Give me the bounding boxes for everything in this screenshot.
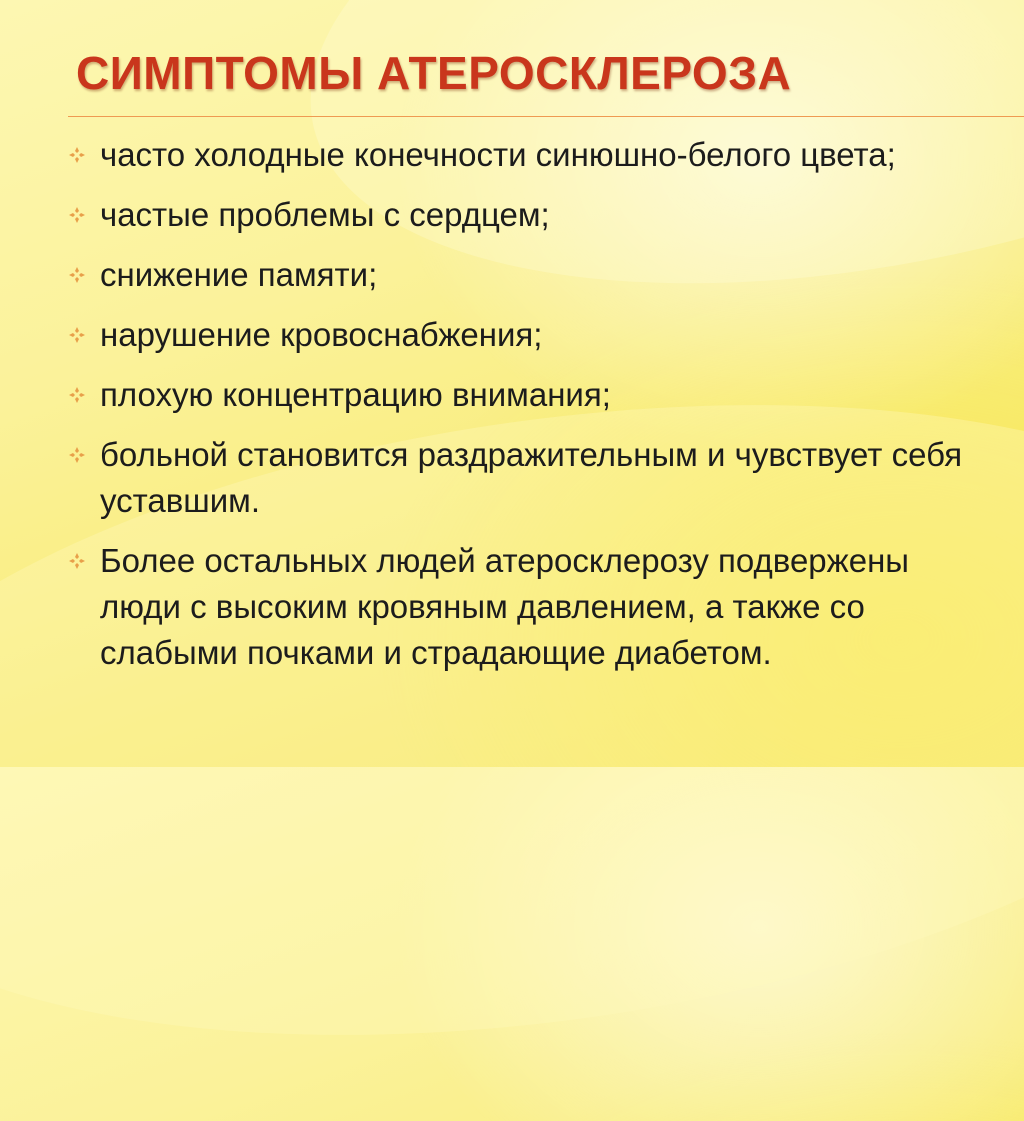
symptom-list <box>70 132 990 690</box>
list-item-text: нарушение кровоснабжения; <box>100 316 543 353</box>
list-item <box>70 312 990 358</box>
list-item <box>70 132 990 178</box>
diamond-flower-bullet-icon <box>68 446 86 464</box>
list-item <box>70 192 990 238</box>
diamond-flower-bullet-icon <box>68 552 86 570</box>
list-item-text: Более остальных людей атеросклерозу подвержены люди с высоким кровяным давлением, а также со слабыми почками и страдающие диабетом. <box>100 542 910 671</box>
slide-title: СИМПТОМЫ АТЕРОСКЛЕРОЗА <box>76 47 792 99</box>
list-item-text: плохую концентрацию внимания; <box>100 376 611 413</box>
list-item <box>70 372 990 418</box>
list-item <box>70 252 990 298</box>
diamond-flower-bullet-icon <box>68 146 86 164</box>
list-item-text: часто холодные конечности синюшно-белого цвета; <box>100 136 896 173</box>
list-item <box>70 538 990 676</box>
title-divider <box>68 116 1024 117</box>
diamond-flower-bullet-icon <box>68 266 86 284</box>
list-item-text: снижение памяти; <box>100 256 378 293</box>
diamond-flower-bullet-icon <box>68 386 86 404</box>
diamond-flower-bullet-icon <box>68 206 86 224</box>
list-item-text: больной становится раздражительным и чувствует себя уставшим. <box>100 436 963 519</box>
diamond-flower-bullet-icon <box>68 326 86 344</box>
list-item-text: частые проблемы с сердцем; <box>100 196 550 233</box>
list-item <box>70 432 990 524</box>
